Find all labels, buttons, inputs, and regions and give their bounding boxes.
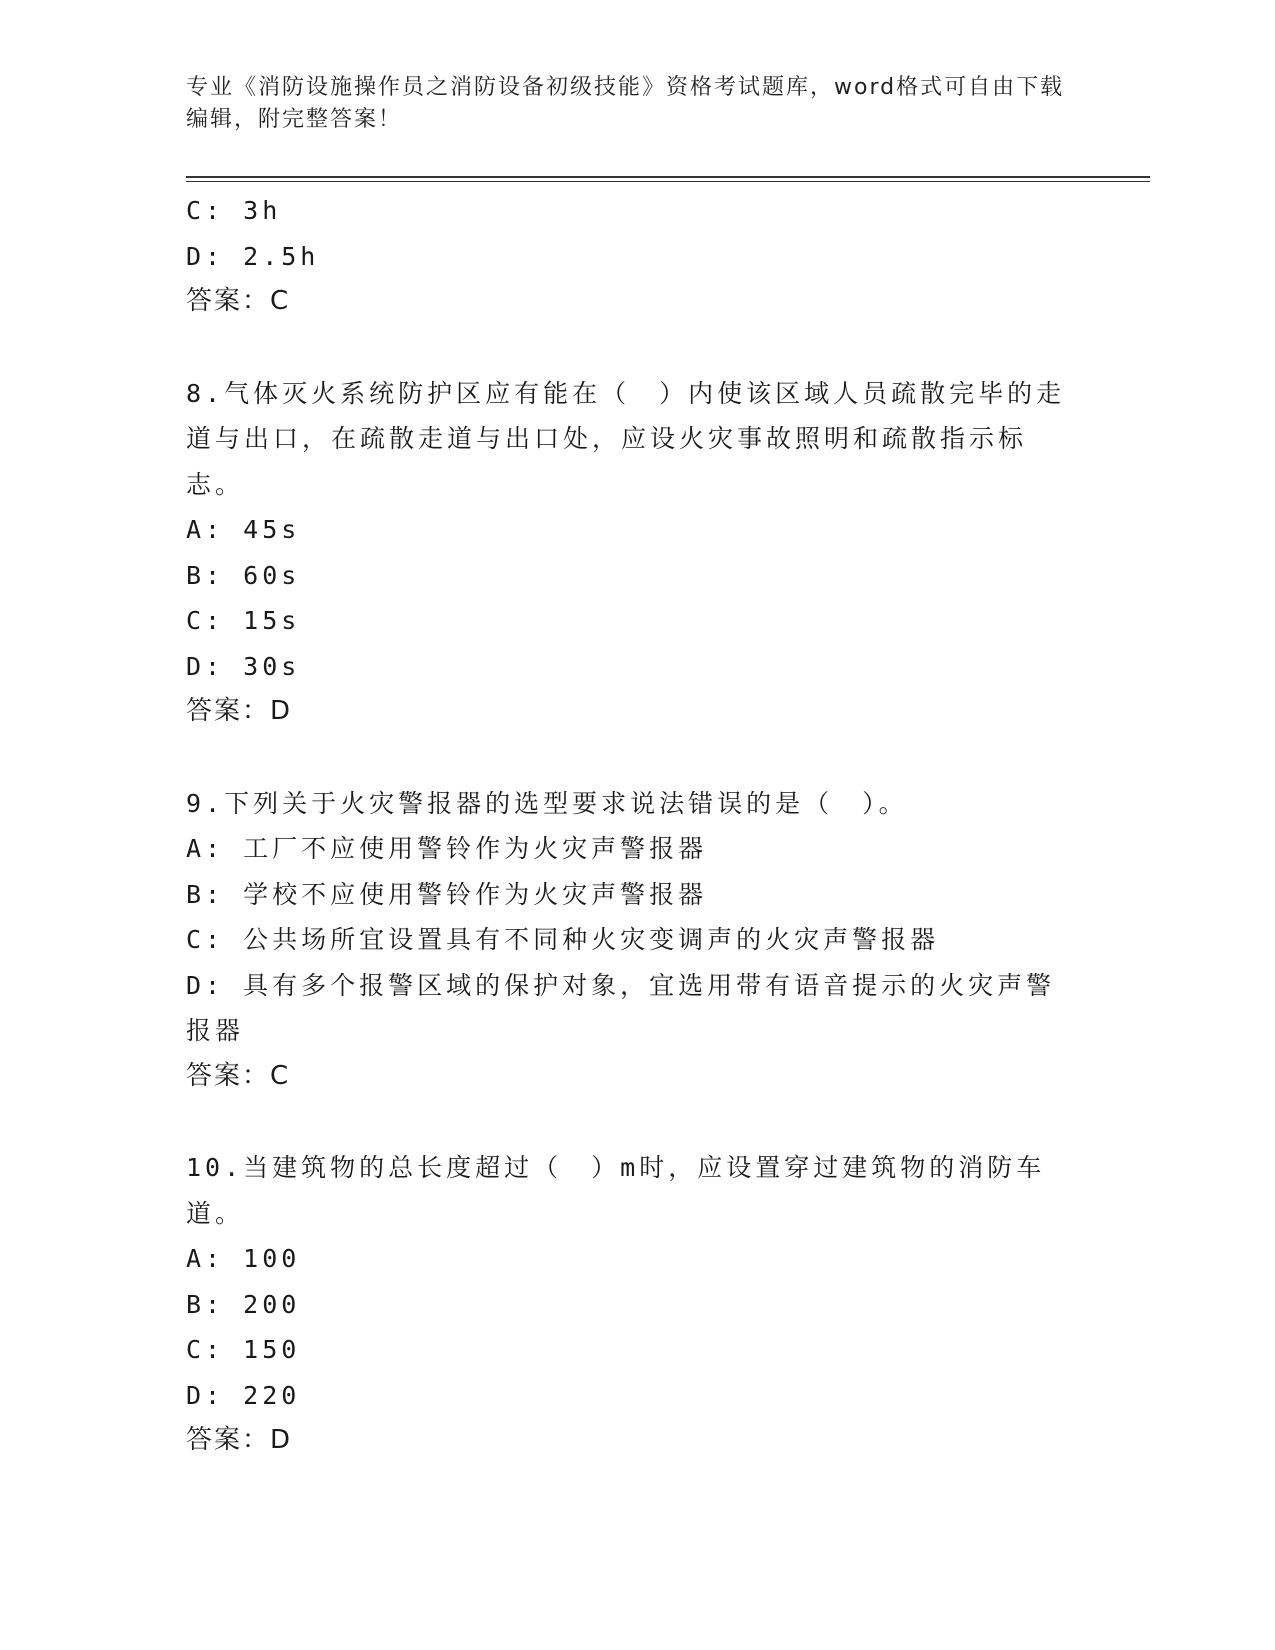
answer: 答案：D — [186, 696, 293, 726]
answer: 答案：C — [186, 286, 291, 316]
option-b: B: 200 — [186, 1289, 301, 1319]
option-d: D: 30s — [186, 651, 301, 681]
header-divider-thin — [186, 181, 1150, 182]
option-d: D: 220 — [186, 1380, 301, 1410]
option-b: B: 学校不应使用警铃作为火灾声警报器 — [186, 879, 708, 909]
header-divider-thick — [186, 176, 1150, 178]
question-text: 9.下列关于火灾警报器的选型要求说法错误的是（ ）。 — [186, 788, 908, 818]
question-9 — [186, 781, 1066, 1100]
option-a: A: 45s — [186, 515, 301, 544]
question-8 — [186, 371, 1066, 735]
option-a: A: 工厂不应使用警铃作为火灾声警报器 — [186, 834, 708, 863]
option-c: C: 15s — [186, 606, 301, 635]
option-d: D: 具有多个报警区域的保护对象，宜选用带有语音提示的火灾声警报器 — [186, 970, 1056, 1045]
question-10 — [186, 1145, 1066, 1464]
option-b: B: 60s — [186, 560, 301, 590]
option-c: C: 3h — [186, 196, 282, 225]
option-c: C: 公共场所宜设置具有不同种火灾变调声的火灾声警报器 — [186, 925, 940, 954]
answer: 答案：C — [186, 1060, 291, 1091]
option-d: D: 2.5h — [186, 241, 320, 271]
question-text: 10.当建筑物的总长度超过（ ）m时，应设置穿过建筑物的消防车道。 — [186, 1153, 1046, 1228]
question-list — [186, 188, 1066, 1464]
option-c: C: 150 — [186, 1335, 301, 1364]
option-a: A: 100 — [186, 1244, 301, 1273]
answer: 答案：D — [186, 1425, 293, 1455]
question-7-continued — [186, 188, 1066, 325]
question-text: 8.气体灭火系统防护区应有能在（ ）内使该区域人员疏散完毕的走道与出口，在疏散走道与出口处，应设火灾事故照明和疏散指示标志。 — [186, 378, 1066, 499]
document-header: 专业《消防设施操作员之消防设备初级技能》资格考试题库，word格式可自由下载编辑，附完整答案！ — [186, 75, 1065, 132]
